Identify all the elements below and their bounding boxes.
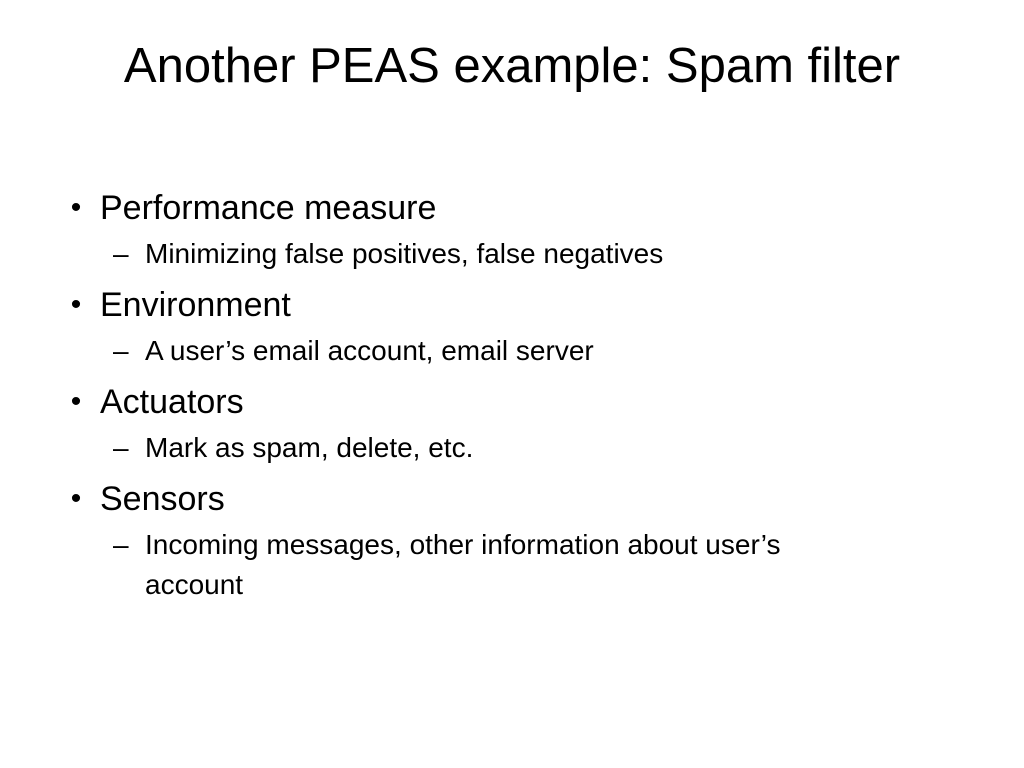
bullet-item-sensors (60, 473, 960, 605)
sub-item-text: A user’s email account, email server (145, 335, 594, 366)
sub-item-text: Incoming messages, other information about user’s account (145, 529, 781, 600)
bullet-item-actuators (60, 376, 960, 468)
slide-title: Another PEAS example: Spam filter (123, 39, 901, 93)
bullet-dot-icon: • (70, 191, 82, 224)
bullet-row (70, 182, 960, 234)
bullet-item-performance-measure (60, 182, 960, 274)
bullet-list (60, 182, 960, 610)
bullet-row (70, 473, 960, 525)
bullet-dot-icon: • (70, 288, 82, 321)
sub-list (100, 525, 960, 605)
bullet-label: Performance measure (100, 189, 437, 227)
dash-icon: – (113, 335, 129, 366)
bullet-dot-icon: • (70, 482, 82, 515)
sub-list (100, 428, 960, 468)
sub-item-text: Minimizing false positives, false negatives (145, 238, 664, 269)
sub-item (100, 331, 885, 371)
bullet-label: Sensors (100, 480, 225, 518)
sub-item (100, 525, 885, 605)
bullet-item-environment (60, 279, 960, 371)
sub-list (100, 234, 960, 274)
bullet-label: Actuators (100, 383, 244, 421)
dash-icon: – (113, 529, 129, 560)
bullet-label: Environment (100, 286, 291, 324)
sub-item (100, 428, 885, 468)
sub-item-text: Mark as spam, delete, etc. (145, 432, 474, 463)
bullet-row (70, 376, 960, 428)
sub-list (100, 331, 960, 371)
dash-icon: – (113, 432, 129, 463)
bullet-row (70, 279, 960, 331)
sub-item (100, 234, 885, 274)
dash-icon: – (113, 238, 129, 269)
bullet-dot-icon: • (70, 385, 82, 418)
